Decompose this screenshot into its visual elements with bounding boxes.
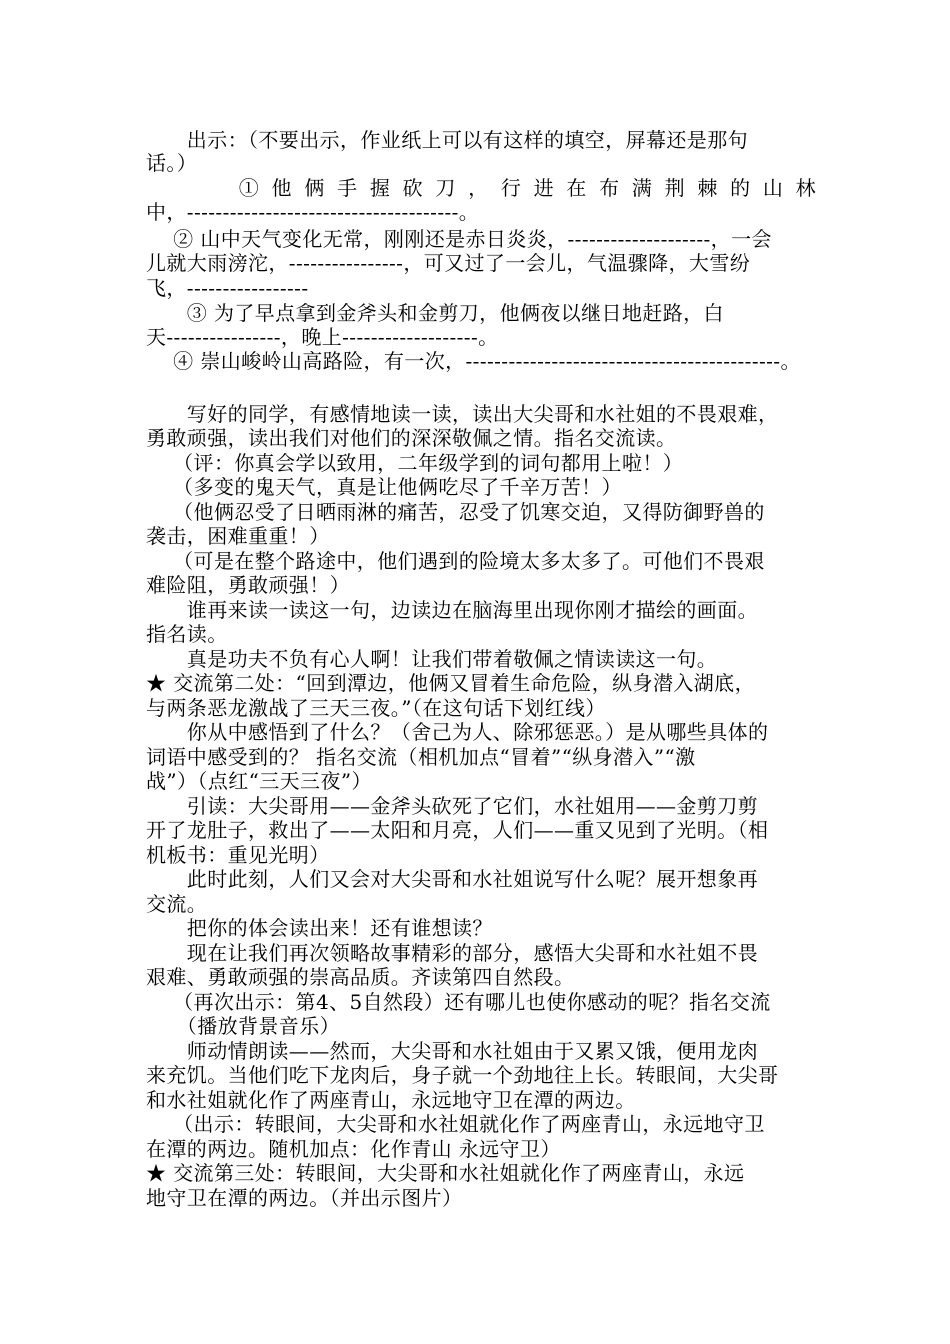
- text-line: 艰难、勇敢顽强的崇高品质。齐读第四自然段。: [146, 965, 575, 989]
- text-line: 难险阻，勇敢顽强！）: [146, 573, 350, 597]
- text-line: 引读：大尖哥用——金斧头砍死了它们，水社姐用——金剪刀剪: [146, 794, 758, 818]
- text-line: 地守卫在潭的两边。（并出示图片）: [146, 1186, 463, 1210]
- text-line: 话。）: [146, 151, 198, 175]
- text-line: 机板书：重见光明）: [146, 843, 330, 867]
- text-line: （可是在整个路途中，他们遇到的险境太多太多了。可他们不畏艰: [146, 549, 765, 573]
- text-line: 飞，-----------------: [146, 276, 309, 300]
- text-line: （评：你真会学以致用，二年级学到的词句都用上啦！）: [146, 451, 684, 475]
- text-line: 谁再来读一读这一句，边读边在脑海里出现你刚才描绘的画面。: [146, 598, 758, 622]
- text-line: （出示：转眼间，大尖哥和水社姐就化作了两座青山，永远地守卫: [146, 1112, 765, 1136]
- text-line: ② 山中天气变化无常，刚刚还是赤日炎炎，--------------------，一会: [146, 227, 772, 251]
- text-line: 儿就大雨滂沱，----------------，可又过了一会儿，气温骤降，大雪纷: [146, 251, 751, 275]
- text-line: 出示：（不要出示，作业纸上可以有这样的填空，屏幕还是那句: [146, 128, 748, 152]
- text-line: 在潭的两边。随机加点：化作青山 永远守卫）: [146, 1137, 561, 1161]
- text-line: 把你的体会读出来！还有谁想读？: [146, 916, 493, 940]
- text-line: 师动情朗读——然而，大尖哥和水社姐由于又累又饿，便用龙肉: [146, 1039, 758, 1063]
- text-line: 战”）（点红“三天三夜”）: [146, 769, 372, 793]
- text-line: （他俩忍受了日晒雨淋的痛苦，忍受了饥寒交迫，又得防御野兽的: [146, 500, 765, 524]
- text-line: 你从中感悟到了什么？（舍己为人、除邪惩恶。）是从哪些具体的: [146, 720, 769, 744]
- text-line: 来充饥。当他们吃下龙肉后，身子就一个劲地往上长。转眼间，大尖哥: [146, 1063, 779, 1087]
- text-line: 交流。: [146, 892, 208, 916]
- text-line: 词语中感受到的？ 指名交流（相机加点“冒着”“纵身潜入”“激: [146, 745, 696, 769]
- text-line: 袭击，困难重重！）: [146, 524, 330, 548]
- text-line: 和水社姐就化作了两座青山，永远地守卫在潭的两边。: [146, 1088, 636, 1112]
- text-line: 此时此刻，人们又会对大尖哥和水社姐说写什么呢？展开想象再: [146, 867, 758, 891]
- text-line: （播放背景音乐）: [146, 1014, 340, 1038]
- text-line: 真是功夫不负有心人啊！让我们带着敬佩之情读读这一句。: [146, 647, 718, 671]
- text-line: 中，--------------------------------------。: [146, 200, 480, 224]
- text-line: 与两条恶龙激战了三天三夜。”（在这句话下划红线）: [146, 696, 606, 720]
- text-line: 开了龙肚子，救出了——太阳和月亮，人们——重又见到了光明。（相: [146, 818, 769, 842]
- text-line: （多变的鬼天气，真是让他俩吃尽了千辛万苦！）: [146, 475, 622, 499]
- text-line: 指名读。: [146, 622, 228, 646]
- text-line: 写好的同学，有感情地读一读，读出大尖哥和水社姐的不畏艰难，: [146, 402, 779, 426]
- text-line: ★ 交流第二处：“回到潭边，他俩又冒着生命危险，纵身潜入湖底，: [146, 671, 755, 695]
- text-line: 现在让我们再次领略故事精彩的部分，感悟大尖哥和水社姐不畏: [146, 941, 758, 965]
- text-line: ★ 交流第三处：转眼间，大尖哥和水社姐就化作了两座青山，永远: [146, 1161, 745, 1185]
- text-line: ③ 为了早点拿到金斧头和金剪刀，他俩夜以继日地赶路，白: [146, 301, 724, 325]
- text-line: ④ 崇山峻岭山高路险，有一次，--------------------------------------------。: [146, 349, 801, 373]
- text-line: 天----------------，晚上-------------------。: [146, 325, 499, 349]
- text-line: 勇敢顽强，读出我们对他们的深深敬佩之情。指名交流读。: [146, 426, 677, 450]
- text-line: （再次出示：第4、5自然段）还有哪儿也使你感动的呢？指名交流: [146, 990, 771, 1014]
- text-line: ① 他 俩 手 握 砍 刀 ， 行 进 在 布 满 荆 棘 的 山 林: [146, 176, 819, 200]
